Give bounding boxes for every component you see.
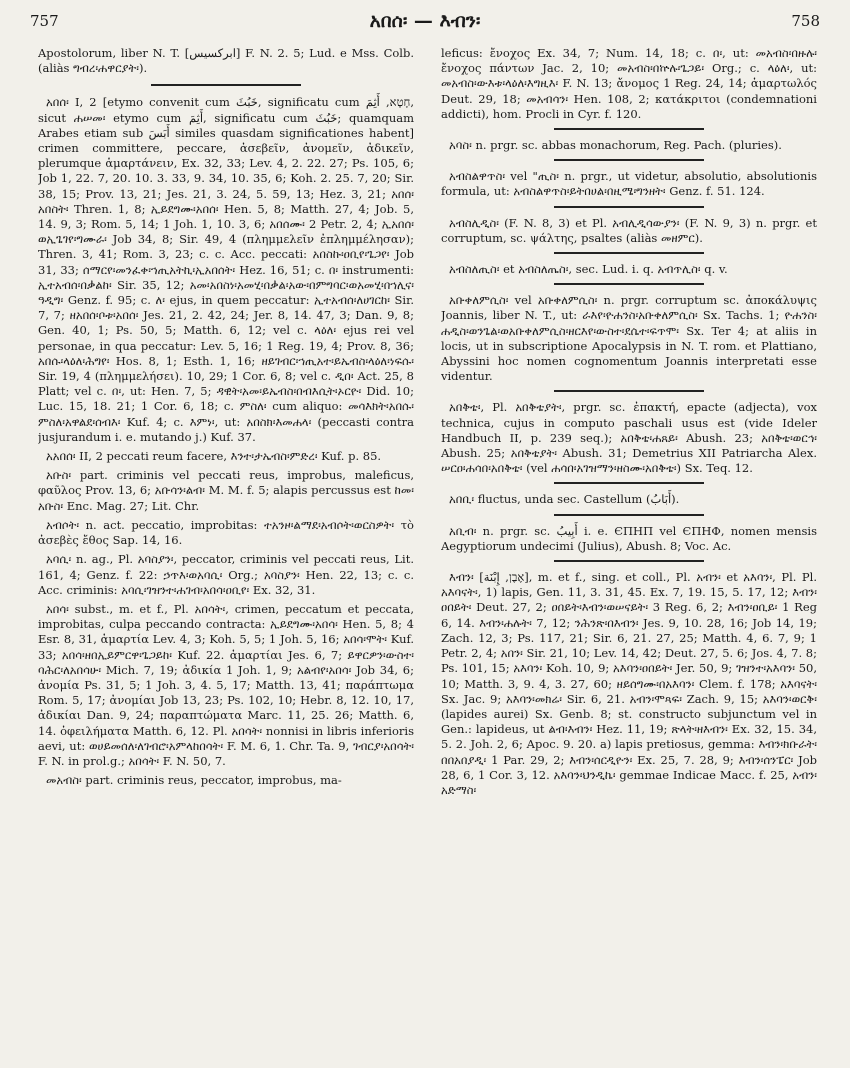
entry: አቢብ፡ n. prgr. sc. أَبِيبُ i. e. ЄΠΗΠ vel ЄΠΗΦ, nomen mensis Aegyptiorum undecimi (Julius), Abush. 8; Voc. Ac. bbox=[441, 523, 817, 553]
running-title: አበሰ፡ — እብን፡ bbox=[369, 10, 481, 32]
entry: አበሳ፡ subst., m. et f., Pl. አበሳት፡, crimen, peccatum et peccata, improbitas, culpa peccando contracta: ኢይደግሙ፡አበሳ፡ Hen. 5, 8; 4 Esr. 8, 31, ἁμαρτία Lev. 4, 3; Koh. 5, 5; 1 Joh. 5, 16; አበሳ፡ሞት፡ Kuf. 33; አበሳ፡ዘበኢይምርዋ፡ጌጋይከ፡ Kuf. 22. ἁμαρτίαι Jes. 6, 7; ይዋርዎን፡ውስተ፡ባሕር፡ለአበሳሁ፡ Mich. 7, 19; ἀδικία 1 Joh. 1, 9; አልብየ፡አበሳ፡ Job 34, 6; ἀνομία Ps. 31, 5; 1 Joh. 3, 4. 5, 17; Matth. 13, 41; παράπτωμα Rom. 5, 17; ἀνομίαι Job 13, 23; Ps. 102, 10; Hebr. 8, 12. 10, 17, ἀδικίαι Dan. 9, 24; παραπτώματα Marc. 11, 25. 26; Matth. 6, 14. ὀφειλήματα Matth. 6, 12. Pl. አበሳት፡ nonnisi in libris inferioris aevi, ut: ወሀይመሰለ፡ለገብሮ፡አምላከበሳት፡ F. M. 6, 1. Chr. Ta. 9, ገብርያ፡አበሳት፡ F. N. in prol.g.; አበሳት፡ F. N. 50, 7. bbox=[38, 601, 414, 768]
entry: አብሶት፡ n. act. peccatio, improbitas: ተአንዞ፡ልማደ፡አብሶት፡ወርስዎት፡ τὸ ἀσεβὲς ἔθος Sap. 14, 16. bbox=[38, 517, 414, 548]
section-divider bbox=[554, 482, 704, 484]
entry: አቡቀለምሲስ፡ vel አቡቀለምሲስ፡ n. prgr. corruptum sc. ἀποκάλυψις Joannis, liber N. T., ut: ራእየ፡ዮሐንስ፡አቡቀለምሲስ፡ Sx. Tachs. 1; ዮሐንስ፡ሐዲስ፡ወንጌል፡ወአቡቀለምሲስ፡ዘርእየ፡ውስተ፡ደሴተ፡ፍጥሞ፡ Sx. Ter 4; at aliis in locis, ut in subscriptione Apocalypsis in N. T. rom. et Plattiano, Abyssini hoc nomen cognomentum Joannis interpretati esse videntur. bbox=[441, 293, 817, 384]
entry: አባሲ፡ n. ag., Pl. አባስያን፡, peccator, criminis vel peccati reus, Lit. 161, 4; Genz. f. 22: ኃጥእ፡ወአባሲ፡ Org.; አባስያን፡ Hen. 22, 13; c. c. Acc. criminis: አባሲ፡ገዝንተ፡ሐገብ፡አበሳ፡ዐቢየ፡ Ex. 32, 31. bbox=[38, 552, 414, 597]
section-divider bbox=[151, 84, 301, 86]
section-divider bbox=[554, 390, 704, 392]
entry: አበቢ፡ fluctus, unda sec. Castellum (أَبَابُ). bbox=[449, 492, 680, 507]
entry: እብን፡ [אֶבֶן, إِبْنَة], m. et f., sing. et coll., Pl. አብን፡ et አእባን፡, Pl. Pl. አእባናት፡, 1) lapis, Gen. 11, 3. 31, 45. Ex. 7, 19. 15, 5. 17, 12; እብን፡ዐበይት፡ Deut. 27, 2; ዐበይት፡እብን፡ወሠናይት፡ 3 Reg. 6, 2; እብን፡ዐቢይ፡ 1 Reg 6, 14. እብን፡ሐሉት፡ 7, 12; ንሕንጽ፡በእብን፡ Jes. 9, 10. 28, 16; Job 14, 19; Zach. 12, 3; Ps. 117, 21; Sir. 6, 21. 27, 25; Matth. 4, 6. 7, 9; 1 Petr. 2, 4; አበን፡ Sir. 21, 10; Lev. 14, 42; Deut. 27, 5. 6; Jos. 4, 7. 8; Ps. 101, 15; አእባን፡ Koh. 10, 9; አእባን፡ዐበይት፡ Jer. 50, 9; ገዝንተ፡አእባን፡ 50, 10; Matth. 3, 9. 4, 3. 27, 60; ዘይሰግሙ፡በአእባን፡ Clem. f. 178; አእባናት፡ Sx. Jac. 9; አእባን፡መክሬ፡ Sir. 6, 21. አብን፡ሞጻፍ፡ Zach. 9, 15; አእባን፡ወርቅ፡ (lapides aurei) Sx. Genb. 8; st. constructo subjunctum vel in Gen.: lapideus, ut ልብ፡እብን፡ Hez. 11, 19; ጽላት፡ዘእብን፡ Ex. 32, 15. 34, 5. 2. Joh. 2, 6; Apoc. 9. 20. a) lapis pretiosus, gemma: እብን፡ክቡራት፡በበአበያዲ፡ 1 Par. 29, 2; እብን፡ሰርዲዮን፡ Ex. 25, 7. 28, 9; እብን፡ሰንፔር፡ Job 28, 6, 1 Cor. 3, 12. አእባን፡ህንዲኬ፡ gemmae Indicae Macc. f. 25, አብን፡አድማስ፡ bbox=[441, 570, 817, 797]
section-divider bbox=[554, 206, 704, 208]
right-column bbox=[441, 46, 817, 1062]
entry: አበሰ፡ I, 2 [etymo convenit cum خَبُثَ, significatu cum חָטָא, أَثِمَ, sicut ሐሠመ፡ etymo cum أَثِمَ, significatu cum خَبُثَ; quamquam Arabes etiam sub أَبَسَ similes quasdam significationes habent] crimen committere, peccare, ἀσεβεῖν, ἀνομεῖν, ἀδικεῖν, plerumque ἁμαρτάνειν, Ex. 32, 33; Lev. 4, 2. 22. 27; Ps. 105, 6; Job 1, 22. 7, 20. 10. 3. 33, 9. 34, 10. 35, 6; Koh. 2. 25. 7, 20; Sir. 38, 15; Prov. 13, 21; Jes. 21, 3. 24, 5. 59, 13; Hez. 3, 21; አበሰ፡አበስት፡ Thren. 1, 8; ኢይደግሙ፡አበሰ፡ Hen. 5, 8; Matth. 27, 4; Job. 5, 14. 9, 3; Rom. 5, 14; 1 Joh. 1, 10. 3, 6; አበሰሙ፡ 2 Petr. 2, 4; ኢአበሰ፡ወኢጌገየ፡ግሙራ፡ Job 34, 8; Sir. 49, 4 (πλημμελεῖν ἐπλημμέλησαν); Thren. 3, 41; Rom. 3, 23; c. c. Acc. peccati: አበስኩ፡ዐቢየ፡ጌጋየ፡ Job 31, 33; ሰማርየ፡መንፈቀ፡ኀጢአትኪ፡ኢአበሰት፡ Hez. 16, 51; c. በ፡ instrumenti: ኢተአብሰ፡በቃልከ፡ Sir. 35, 12; አመ፡አበስነ፡አመሂ፡በቃል፡አው፡በምግባር፡ወአመሂ፡በኀሊና፡ዓዲግ፡ Genz. f. 95; c. ለ፡ ejus, in quem peccatur: ኢተአብሰ፡ለሀገርከ፡ Sir. 7, 7; ዘአበሰ፡ቦቱ፡አበሰ፡ Jes. 21, 2. 42, 24; Jer. 8, 14. 47, 3; Dan. 9, 8; Gen. 40, 1; Ps. 50, 5; Matth. 6, 12; vel c. ላዕለ፡ ejus rei vel personae, in qua peccatur: Lev. 5, 16; 1 Reg. 19, 4; Prov. 8, 36; አበሱ፡ላዕለ፡ሕግየ፡ Hos. 8, 1; Esth. 1, 16; ዘይገብር፡ኀጢአተ፡ይኤብስ፡ላዕለ፡ነፍሱ፡ Sir. 19, 4 (πλημμελήσει). 10, 29; 1 Cor. 6, 8; vel c. ዲበ፡ Act. 25, 8 Platt; vel c. በ፡, ut: Hen. 7, 5; ዳዊት፡አመ፡ይኤብስ፡በብእሲት፡ኦርዮ፡ Did. 10; Luc. 15, 18. 21; 1 Cor. 6, 18; c. ምስለ፡ cum aliquo: መሳእክት፡አበሱ፡ምስለ፡አዋልደ፡ሰብእ፡ Kuf. 4; c. እምነ፡, ut: አበስክ፡እመሐላ፡ (peccasti contra jusjurandum i. e. mutando j.) Kuf. 37. bbox=[38, 95, 414, 444]
left-page-number: 757 bbox=[30, 12, 59, 30]
section-divider bbox=[554, 159, 704, 161]
entry: አአበሰ፡ II, 2 peccati reum facere, እንተ፡ታኤብስ፡ምድረ፡ Kuf. p. 85. bbox=[46, 449, 382, 464]
section-divider bbox=[554, 283, 704, 285]
entry: leficus: ἔνοχος Ex. 34, 7; Num. 14, 18; c. በ፡, ut: መአብስ፡በዙሉ፡ ἔνοχος πάντων Jac. 2, 10; መአብስ፡በኵሉ፡ጌጋይ፡ Org.; c. ላዕለ፡, ut: መአብስ፡ውእቱ፡ላዕለ፡እግዚእ፡ F. N. 13; ἄνομος 1 Reg. 24, 14; ἁμαρτωλός Deut. 29, 18; መአብሳን፡ Hen. 108, 2; κατάκριτοι (condemnationi addicti), hom. Procli in Cyr. f. 120. bbox=[441, 46, 817, 121]
entry: አብስለጢስ፡ et አብስለጤስ፡, sec. Lud. i. q. አብጥሊስ፡ q. v. bbox=[449, 262, 728, 277]
section-divider bbox=[554, 252, 704, 254]
entry: መአብስ፡ part. criminis reus, peccator, improbus, ma- bbox=[46, 773, 342, 788]
entry: አበቅቴ፡, Pl. አበቅቴያት፡, prgr. sc. ἐπακτή, epacte (adjecta), vox technica, cujus in computo paschali usus est (vide Ideler Handbuch II, p. 239 seq.); አበቅቴ፡ሐጸይ፡ Abush. 23; አበቅቴ፡ወርኅ፡ Abush. 25; አበቅቴያት፡ Abush. 31; Demetrius XII Patriarcha Alex. ሠርዐ፡ሐሳበ፡አበቅቴ፡ (vel ሐሳበ፡አገዝማን፡ዘስሙ፡አበቅቴ፡) Sx. Teq. 12. bbox=[441, 400, 817, 476]
right-page-number: 758 bbox=[791, 12, 820, 30]
left-column bbox=[38, 46, 414, 1062]
entry: Apostolorum, liber N. T. [ابركسيس] F. N. 2. 5; Lud. e Mss. Colb. (aliàs ግብረ፡ሐዋርያት፡). bbox=[38, 46, 414, 76]
section-divider bbox=[554, 560, 704, 562]
page-header bbox=[30, 12, 820, 38]
section-divider bbox=[554, 514, 704, 516]
entry: አባስ፡ n. prgr. sc. abbas monachorum, Reg. Pach. (pluries). bbox=[449, 138, 782, 153]
entry: አብስሊዲስ፡ (F. N. 8, 3) et Pl. አብሊዲሳውያን፡ (F. N. 9, 3) n. prgr. et corruptum, sc. ψάλτης, psaltes (aliàs መዘምር). bbox=[441, 215, 817, 245]
entry: አቡስ፡ part. criminis vel peccati reus, improbus, maleficus, φαῦλος Prov. 13, 6; አቡሳን፡ልብ፡ M. M. f. 5; alapis percussus est ከመ፡አቡስ፡ Enc. Mag. 27; Lit. Chr. bbox=[38, 468, 414, 513]
section-divider bbox=[554, 128, 704, 130]
entry: አብስልዋጥስ፡ vel "ጢስ፡ n. prgr., ut videtur, absolutio, absolutionis formula, ut: አብስልዋጥስ፡ይትበሀል፡በዚሜ፡ግንዘት፡ Genz. f. 51. 124. bbox=[441, 169, 817, 199]
